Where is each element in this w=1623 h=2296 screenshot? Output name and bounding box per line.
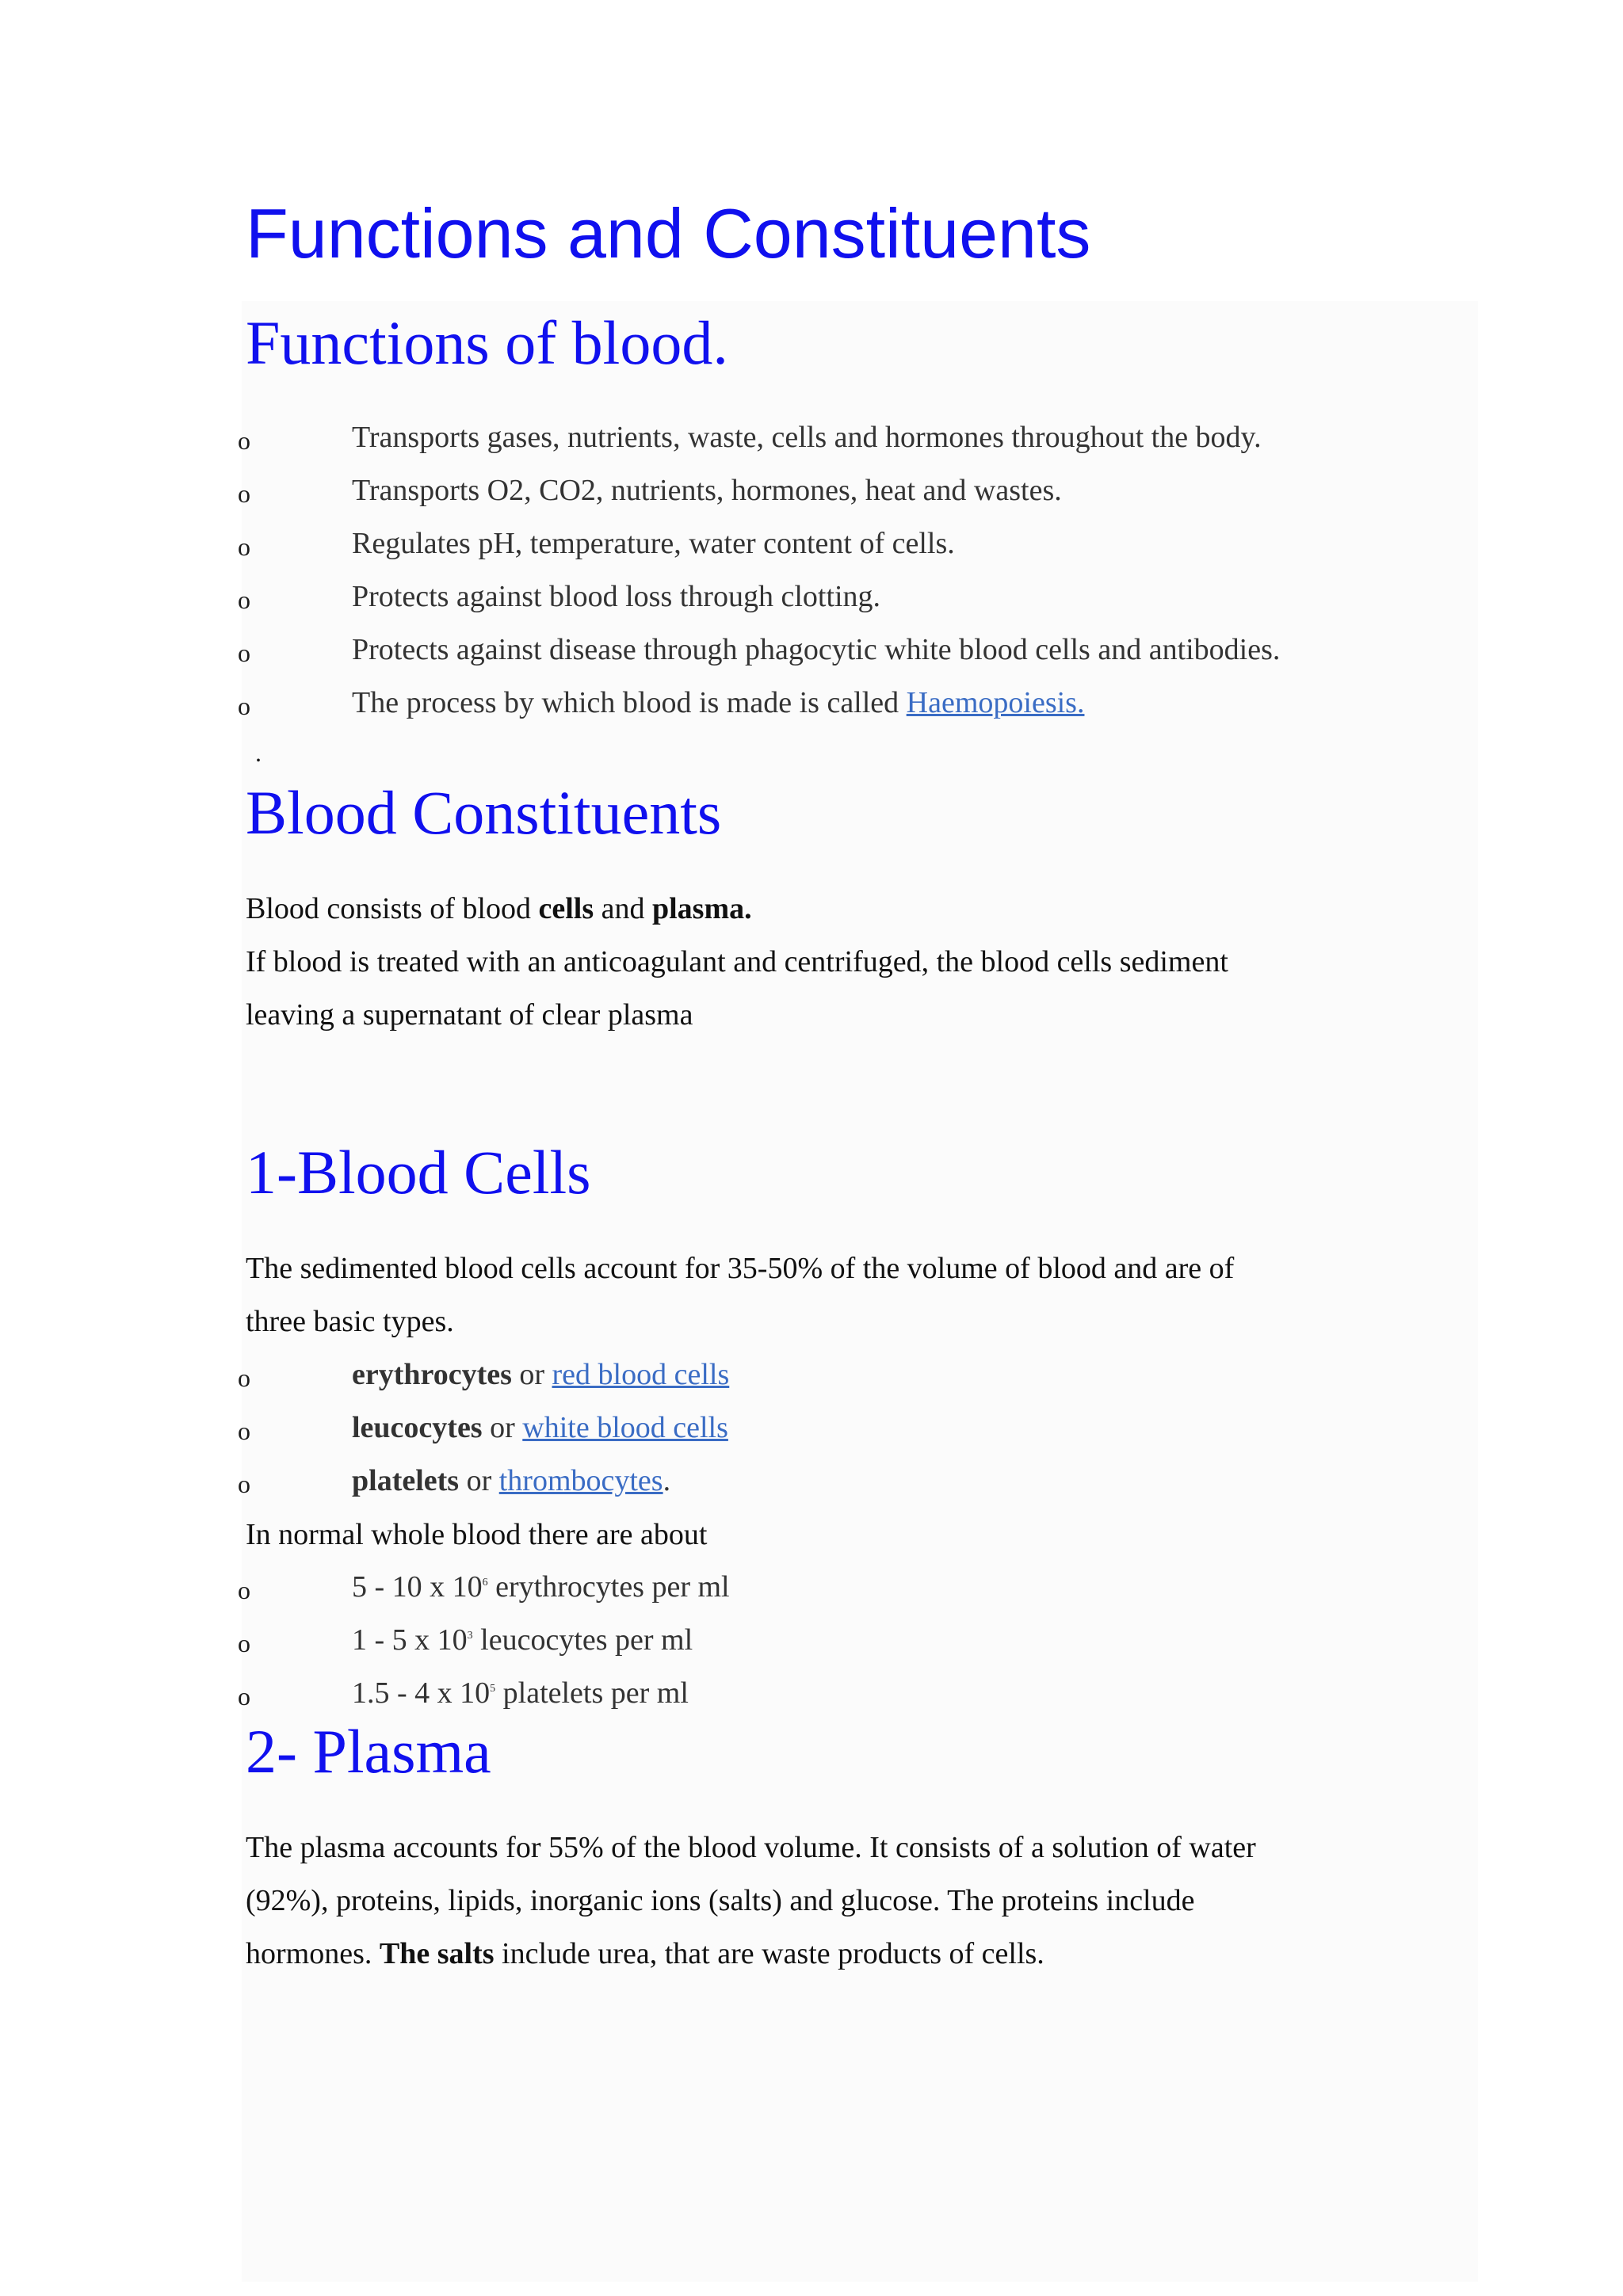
exponent: 6: [482, 1577, 488, 1589]
bullet-icon: o: [238, 1629, 250, 1657]
normal-blood-line: In normal whole blood there are about: [246, 1518, 708, 1551]
stray-dot: .: [255, 738, 262, 767]
thrombocytes-link[interactable]: thrombocytes: [498, 1464, 663, 1497]
text-run: platelets per ml: [495, 1676, 689, 1710]
plasma-line-3: [246, 1928, 1482, 1981]
exponent: 5: [490, 1683, 496, 1695]
bold-plasma: plasma.: [651, 892, 752, 925]
blood-cells-intro-line-1: The sedimented blood cells account for 35-50% of the volume of blood and are of: [246, 1252, 1235, 1285]
list-item-text: Protects against disease through phagocytic white blood cells and antibodies.: [352, 633, 1281, 666]
bullet-icon: o: [238, 1470, 250, 1498]
list-item-text: [352, 1455, 670, 1508]
cell-type-name: platelets: [352, 1464, 460, 1497]
text-run: 5 - 10 x 10: [352, 1570, 483, 1604]
bullet-icon: o: [238, 692, 250, 720]
bullet-icon: o: [238, 1417, 250, 1445]
bullet-icon: o: [238, 479, 250, 508]
constituents-line-1: [246, 883, 1482, 936]
list-item-text: Transports O2, CO2, nutrients, hormones, heat and wastes.: [352, 474, 1062, 507]
blood-cells-intro: [246, 1242, 1482, 1348]
bold-cells: cells: [538, 892, 594, 925]
list-item-text: [352, 1348, 729, 1402]
bold-the-salts: The salts: [379, 1937, 495, 1970]
bullet-icon: o: [238, 1363, 250, 1392]
list-item-text: Protects against blood loss through clotting.: [352, 580, 881, 613]
constituents-paragraph: [246, 883, 1482, 1042]
plasma-heading: 2- Plasma: [246, 1717, 491, 1786]
bullet-icon: o: [238, 1576, 250, 1604]
list-item-text: Regulates pH, temperature, water content of cells.: [352, 527, 955, 560]
white-blood-cells-link[interactable]: white blood cells: [522, 1411, 728, 1444]
list-item-text: [352, 1561, 730, 1614]
haemopoiesis-link[interactable]: Haemopoiesis.: [906, 686, 1085, 719]
list-item-text: Transports gases, nutrients, waste, cells and hormones throughout the body.: [352, 421, 1262, 454]
list-item-text: [352, 677, 1084, 730]
text-run: or: [459, 1464, 499, 1497]
constituents-line-3: leaving a supernatant of clear plasma: [246, 998, 693, 1032]
functions-heading: Functions of blood.: [246, 308, 728, 377]
cell-type-name: leucocytes: [352, 1411, 483, 1444]
text-run: hormones.: [246, 1937, 380, 1970]
plasma-paragraph: [246, 1821, 1482, 1981]
exponent: 3: [467, 1630, 473, 1642]
red-blood-cells-link[interactable]: red blood cells: [552, 1358, 730, 1391]
text-run: or: [511, 1358, 552, 1391]
text-run: include urea, that are waste products of cells.: [494, 1937, 1044, 1970]
constituents-heading: Blood Constituents: [246, 778, 722, 847]
cell-type-name: erythrocytes: [352, 1358, 512, 1391]
bullet-icon: o: [238, 639, 250, 667]
constituents-line-2: If blood is treated with an anticoagulant and centrifuged, the blood cells sediment: [246, 945, 1228, 978]
list-item-text: [352, 1402, 728, 1455]
bullet-icon: o: [238, 426, 250, 455]
plasma-line-1: The plasma accounts for 55% of the blood volume. It consists of a solution of water: [246, 1831, 1256, 1864]
text-run: .: [663, 1464, 671, 1497]
bullet-icon: o: [238, 532, 250, 561]
list-item-text: [352, 1667, 689, 1720]
document-title: Functions and Constituents: [246, 194, 1091, 273]
text-run: and: [594, 892, 652, 925]
blood-cells-heading: 1-Blood Cells: [246, 1138, 591, 1207]
haemopoiesis-sentence: The process by which blood is made is called: [352, 686, 907, 719]
text-run: 1.5 - 4 x 10: [352, 1676, 491, 1710]
text-run: erythrocytes per ml: [487, 1570, 730, 1604]
text-run: leucocytes per ml: [472, 1623, 693, 1657]
blood-cells-intro-line-2: three basic types.: [246, 1305, 454, 1338]
text-run: Blood consists of blood: [246, 892, 539, 925]
bullet-icon: o: [238, 1682, 250, 1711]
normal-blood-text: [246, 1508, 1482, 1562]
bullet-icon: o: [238, 585, 250, 614]
list-item-text: [352, 1614, 693, 1667]
plasma-line-2: (92%), proteins, lipids, inorganic ions (salts) and glucose. The proteins include: [246, 1884, 1195, 1917]
text-run: 1 - 5 x 10: [352, 1623, 468, 1657]
text-run: or: [482, 1411, 523, 1444]
